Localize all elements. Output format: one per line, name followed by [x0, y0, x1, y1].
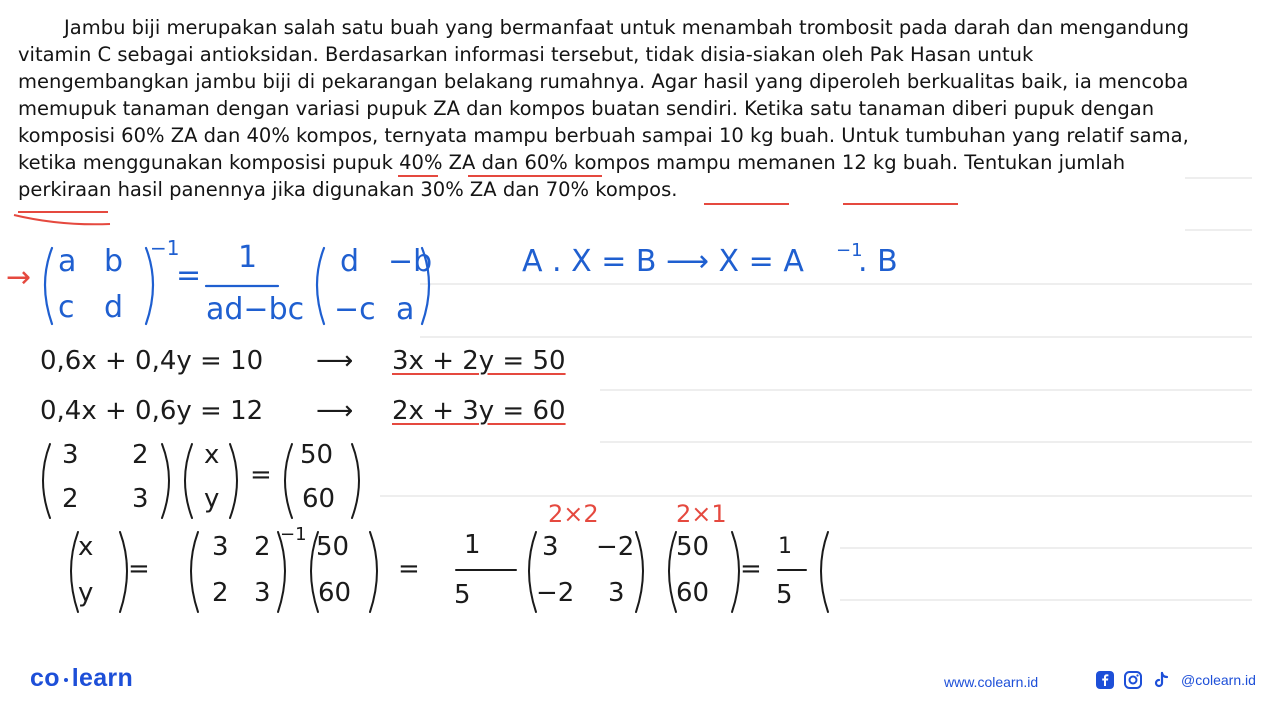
matrix-a12: 2 [132, 440, 149, 470]
inverse-exponent: −1 [150, 236, 180, 260]
dimension-label-2x1: 2×1 [676, 500, 727, 528]
matrix-a21: 2 [62, 484, 79, 514]
matrix-entry-b: b [104, 244, 124, 279]
vector-x: x [204, 440, 220, 470]
solve-x: x [78, 532, 94, 562]
fraction-numerator: 1 [238, 240, 258, 275]
solve-b2: 60 [318, 578, 352, 608]
solve-equals-1: = [128, 554, 150, 584]
fraction-denominator: ad−bc [206, 292, 305, 327]
tiktok-icon[interactable] [1151, 670, 1171, 690]
footer [0, 648, 1280, 708]
problem-statement [18, 14, 1198, 203]
matrix-equals: = [250, 460, 272, 490]
website-link[interactable]: www.colearn.id [944, 674, 1039, 690]
solve-a12: 2 [254, 532, 271, 562]
logo-dot [64, 678, 68, 682]
matrix-a22: 3 [132, 484, 149, 514]
solve-inverse-exponent: −1 [280, 524, 307, 545]
logo-part-2: learn [71, 664, 134, 692]
solve-fraction2-num: 1 [778, 534, 792, 559]
vector-y: y [204, 484, 220, 514]
solve-vec-1: 50 [676, 532, 710, 562]
solve-y: y [78, 578, 94, 608]
adj-entry-1: d [340, 244, 360, 279]
equals-sign: = [176, 258, 202, 293]
social-handle[interactable]: @colearn.id [1181, 672, 1256, 688]
axb-text: A . X = B ⟶ X = A [522, 244, 804, 279]
solve-fraction-num: 1 [464, 530, 481, 560]
solve-inv-11: 3 [542, 532, 559, 562]
colearn-logo[interactable] [30, 664, 133, 693]
equation-1-arrow: ⟶ [316, 346, 354, 376]
solve-inv-12: −2 [596, 532, 635, 562]
equation-2-original: 0,4x + 0,6y = 12 [40, 396, 264, 426]
matrix-entry-d: d [104, 290, 124, 325]
solve-fraction2-den: 5 [776, 580, 793, 610]
axb-exponent: −1 [836, 240, 863, 261]
solve-a22: 3 [254, 578, 271, 608]
axb-end: . B [858, 244, 898, 279]
adj-entry-4: a [396, 292, 415, 327]
equation-1-original: 0,6x + 0,4y = 10 [40, 346, 264, 376]
solve-equals-2: = [398, 554, 420, 584]
solve-inv-21: −2 [536, 578, 575, 608]
solve-line-brackets [36, 528, 836, 620]
solve-vec-2: 60 [676, 578, 710, 608]
social-links [1095, 670, 1256, 690]
solve-b1: 50 [316, 532, 350, 562]
adj-entry-3: −c [334, 292, 376, 327]
matrix-a11: 3 [62, 440, 79, 470]
solve-fraction-den: 5 [454, 580, 471, 610]
solve-equals-3: = [740, 554, 762, 584]
matrix-entry-c: c [58, 290, 75, 325]
matrix-entry-a: a [58, 244, 77, 279]
solve-inv-22: 3 [608, 578, 625, 608]
solve-a11: 3 [212, 532, 229, 562]
problem-text: Jambu biji merupakan salah satu buah yang bermanfaat untuk menambah trombosit pada darah dan mengandung vitamin C sebagai antioksidan. Berdasarkan informasi tersebut, tidak disia-siakan oleh Pak Hasan untuk mengembangkan jambu biji di pekarangan belakang rumahnya. Agar hasil yang diperoleh berkualitas baik, ia mencoba memupuk tanaman dengan variasi pupuk ZA dan kompos buatan sendiri. Ketika satu tanaman diberi pupuk dengan komposisi 60% ZA dan 40% kompos, ternyata mampu berbuah sampai 10 kg buah. Untuk tumbuhan yang relatif sama, ketika menggunakan komposisi pupuk 40% ZA dan 60% kompos mampu memanen 12 kg buah. Tentukan jumlah perkiraan hasil panennya jika digunakan 30% ZA dan 70% kompos. [18, 16, 1189, 201]
equation-2-simplified: 2x + 3y = 60 [392, 396, 566, 426]
vector-b2: 60 [302, 484, 336, 514]
equation-1-simplified: 3x + 2y = 50 [392, 346, 566, 376]
instagram-icon[interactable] [1123, 670, 1143, 690]
arrow-icon: → [6, 260, 32, 295]
logo-part-1: co [30, 664, 60, 692]
solve-a21: 2 [212, 578, 229, 608]
facebook-icon[interactable] [1095, 670, 1115, 690]
equation-2-arrow: ⟶ [316, 396, 354, 426]
dimension-label-2x2: 2×2 [548, 500, 599, 528]
adj-entry-2: −b [388, 244, 433, 279]
vector-b1: 50 [300, 440, 334, 470]
